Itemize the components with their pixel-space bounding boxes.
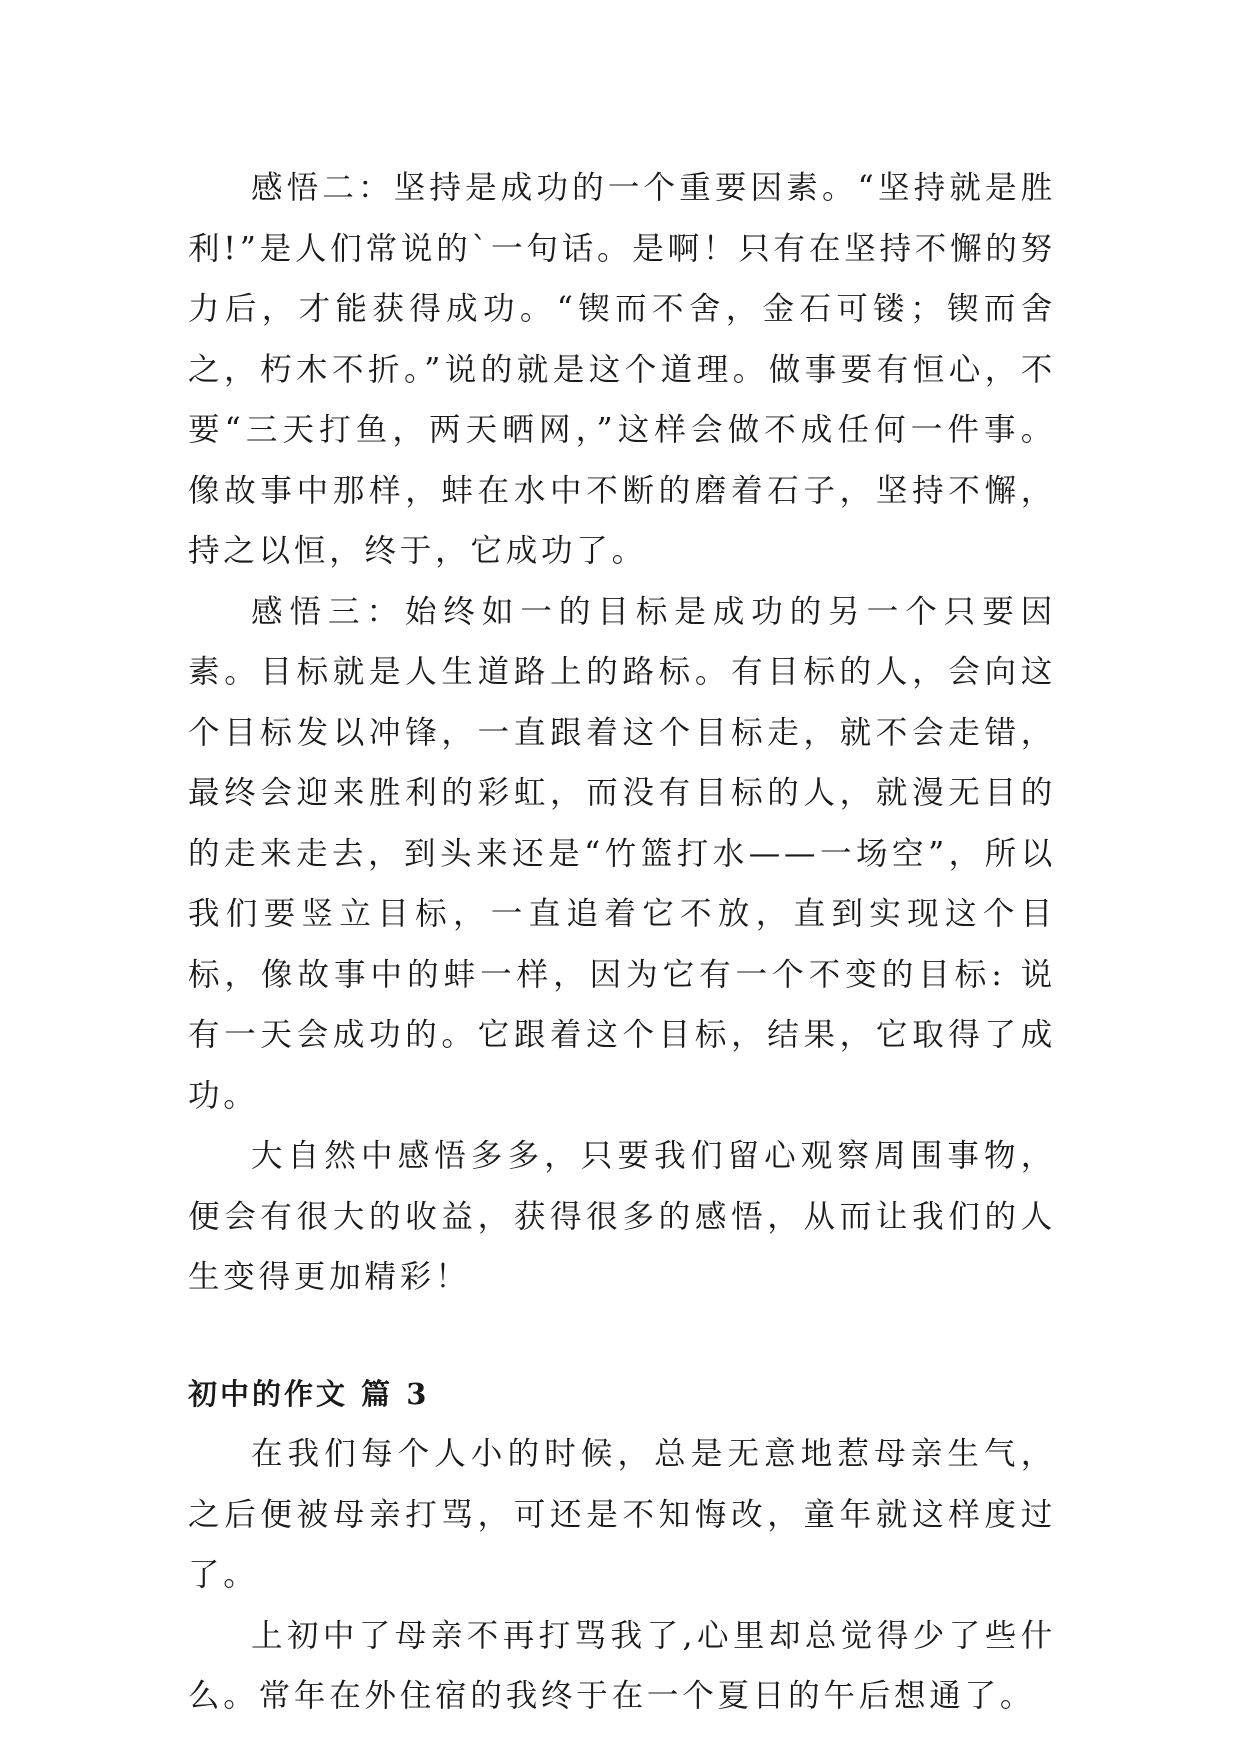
- document-body: [188, 158, 1056, 1727]
- section-title: 初中的作文 篇 3: [188, 1376, 430, 1411]
- paragraph-insight-three: 感悟三：始终如一的目标是成功的另一个只要因素。目标就是人生道路上的路标。有目标的人，会向这个目标发以冲锋，一直跟着这个目标走，就不会走错，最终会迎来胜利的彩虹，而没有目标的人，就漫无目的的走来走去，到头来还是“竹篮打水——一场空”，所以我们要竖立目标，一直追着它不放，直到实现这个目标，像故事中的蚌一样，因为它有一个不变的目标: 说有一天会成功的。它跟着这个目标，结果，它取得了成功。: [188, 593, 1056, 1114]
- paragraph-childhood: 在我们每个人小的时候，总是无意地惹母亲生气，之后便被母亲打骂，可还是不知悔改，童年就这样度过了。: [188, 1436, 1056, 1593]
- paragraph-insight-two: 感悟二：坚持是成功的一个重要因素。“坚持就是胜利!”是人们常说的`一句话。是啊！只有在坚持不懈的努力后，才能获得成功。“锲而不舍，金石可镂；锲而舍之，朽木不折。”说的就是这个道理。做事要有恒心，不要“三天打鱼，两天晒网，”这样会做不成任何一件事。像故事中那样，蚌在水中不断的磨着石子，坚持不懈，持之以恒，终于，它成功了。: [188, 170, 1056, 569]
- paragraph-junior-high: 上初中了母亲不再打骂我了,心里却总觉得少了些什么。常年在外住宿的我终于在一个夏日的午后想通了。: [188, 1617, 1056, 1714]
- paragraph-conclusion: 大自然中感悟多多，只要我们留心观察周围事物，便会有很大的收益，获得很多的感悟，从而让我们的人生变得更加精彩！: [188, 1138, 1056, 1295]
